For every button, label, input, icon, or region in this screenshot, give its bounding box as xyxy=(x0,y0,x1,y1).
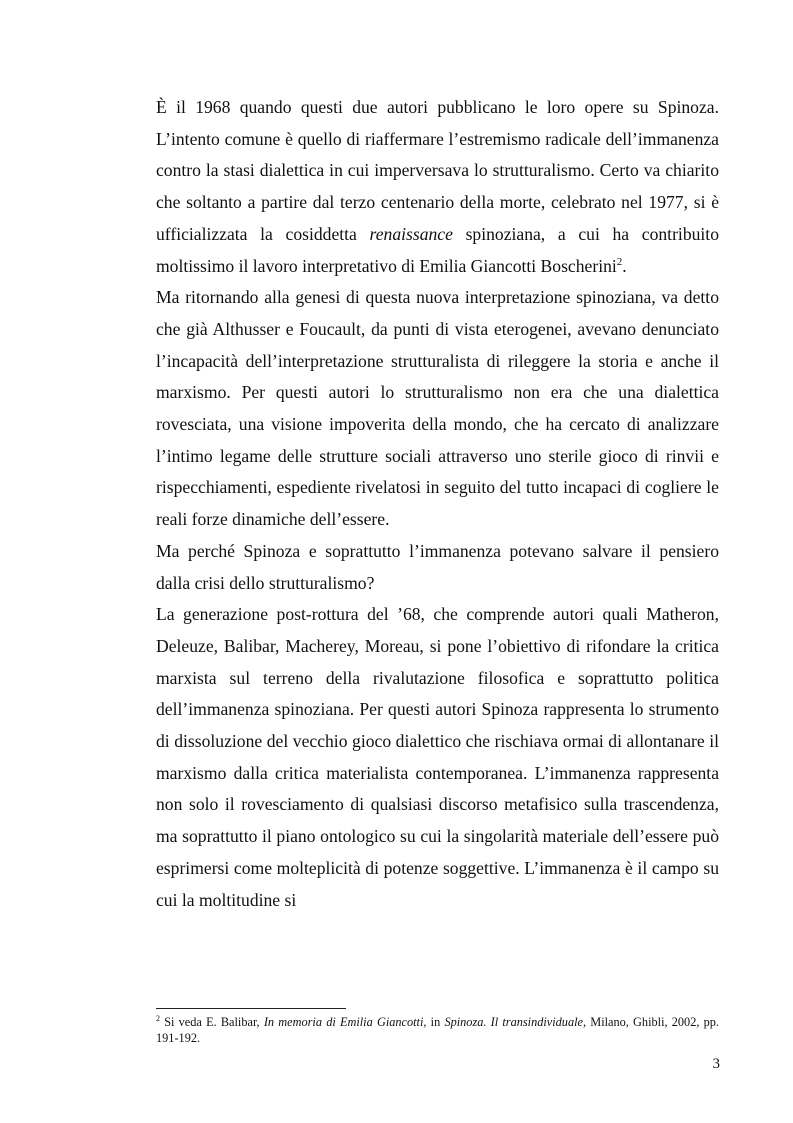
paragraph xyxy=(156,92,719,282)
text-run: Milano, Ghibli, 2002, pp. 191-192. xyxy=(156,1015,719,1045)
text-run: spinoziana, a cui ha contribuito moltissimo il lavoro interpretativo di Emilia Giancotti Boscherini xyxy=(156,223,719,276)
footnote-number: 2 xyxy=(156,1013,160,1023)
footnote xyxy=(156,1014,719,1046)
paragraph xyxy=(156,599,719,916)
text-run: È il 1968 quando questi due autori pubblicano le loro opere su Spinoza. L’intento comune è quello di riaffermare l’estremismo radicale dell’immanenza contro la stasi dialettica in cui imperversava lo strutturalismo. Certo va chiarito che soltanto a partire dal terzo centenario della morte, celebrato nel 1977, si è ufficializzata la cosiddetta xyxy=(156,97,719,244)
text-run: La generazione post-rottura del ’68, che comprende autori quali Matheron, Deleuze, Balibar, Macherey, Moreau, si pone l’obiettivo di rifondare la critica marxista sul terreno della rivalutazione filosofica e soprattutto politica dell’immanenza spinoziana. Per questi autori Spinoza rappresenta lo strumento di dissoluzione del vecchio gioco dialettico che rischiava ormai di allontanare il marxismo dalla critica materialista contemporanea. L’immanenza rappresenta non solo il rovesciamento di qualsiasi discorso metafisico sulla trascendenza, ma soprattutto il piano ontologico su cui la singolarità materiale dell’essere può esprimersi come molteplicità di potenze soggettive. L’immanenza è il campo su cui la moltitudine si xyxy=(156,604,719,910)
footnote-reference[interactable]: 2 xyxy=(616,255,623,268)
paragraph xyxy=(156,282,719,536)
italic-term: renaissance xyxy=(369,223,453,244)
text-run: Ma ritornando alla genesi di questa nuova interpretazione spinoziana, va detto che già Althusser e Foucault, da punti di vista eterogenei, avevano denunciato l’incapacità dell’interpretazione strutturalista di rileggere la storia e anche il marxismo. Per questi autori lo strutturalismo non era che una dialettica rovesciata, una visione impoverita della mondo, che ha cercato di analizzare l’intimo legame delle strutture sociali attraverso uno sterile gioco di rinvii e rispecchiamenti, espediente rivelatosi in seguito del tutto incapaci di cogliere le reali forze dinamiche dell’essere. xyxy=(156,287,719,530)
text-run: Ma perché Spinoza e soprattutto l’immanenza potevano salvare il pensiero dalla crisi dello strutturalismo? xyxy=(156,540,719,593)
italic-title: Spinoza. Il transindividuale, xyxy=(444,1015,587,1029)
italic-title: In memoria di Emilia Giancotti, xyxy=(263,1015,427,1029)
text-run: Si veda E. Balibar, xyxy=(160,1015,264,1029)
body-text xyxy=(156,92,719,916)
footnote-divider xyxy=(156,1008,346,1009)
page-number: 3 xyxy=(712,1056,720,1072)
paragraph xyxy=(156,536,719,599)
text-run: in xyxy=(426,1015,445,1029)
text-run: . xyxy=(622,255,627,276)
